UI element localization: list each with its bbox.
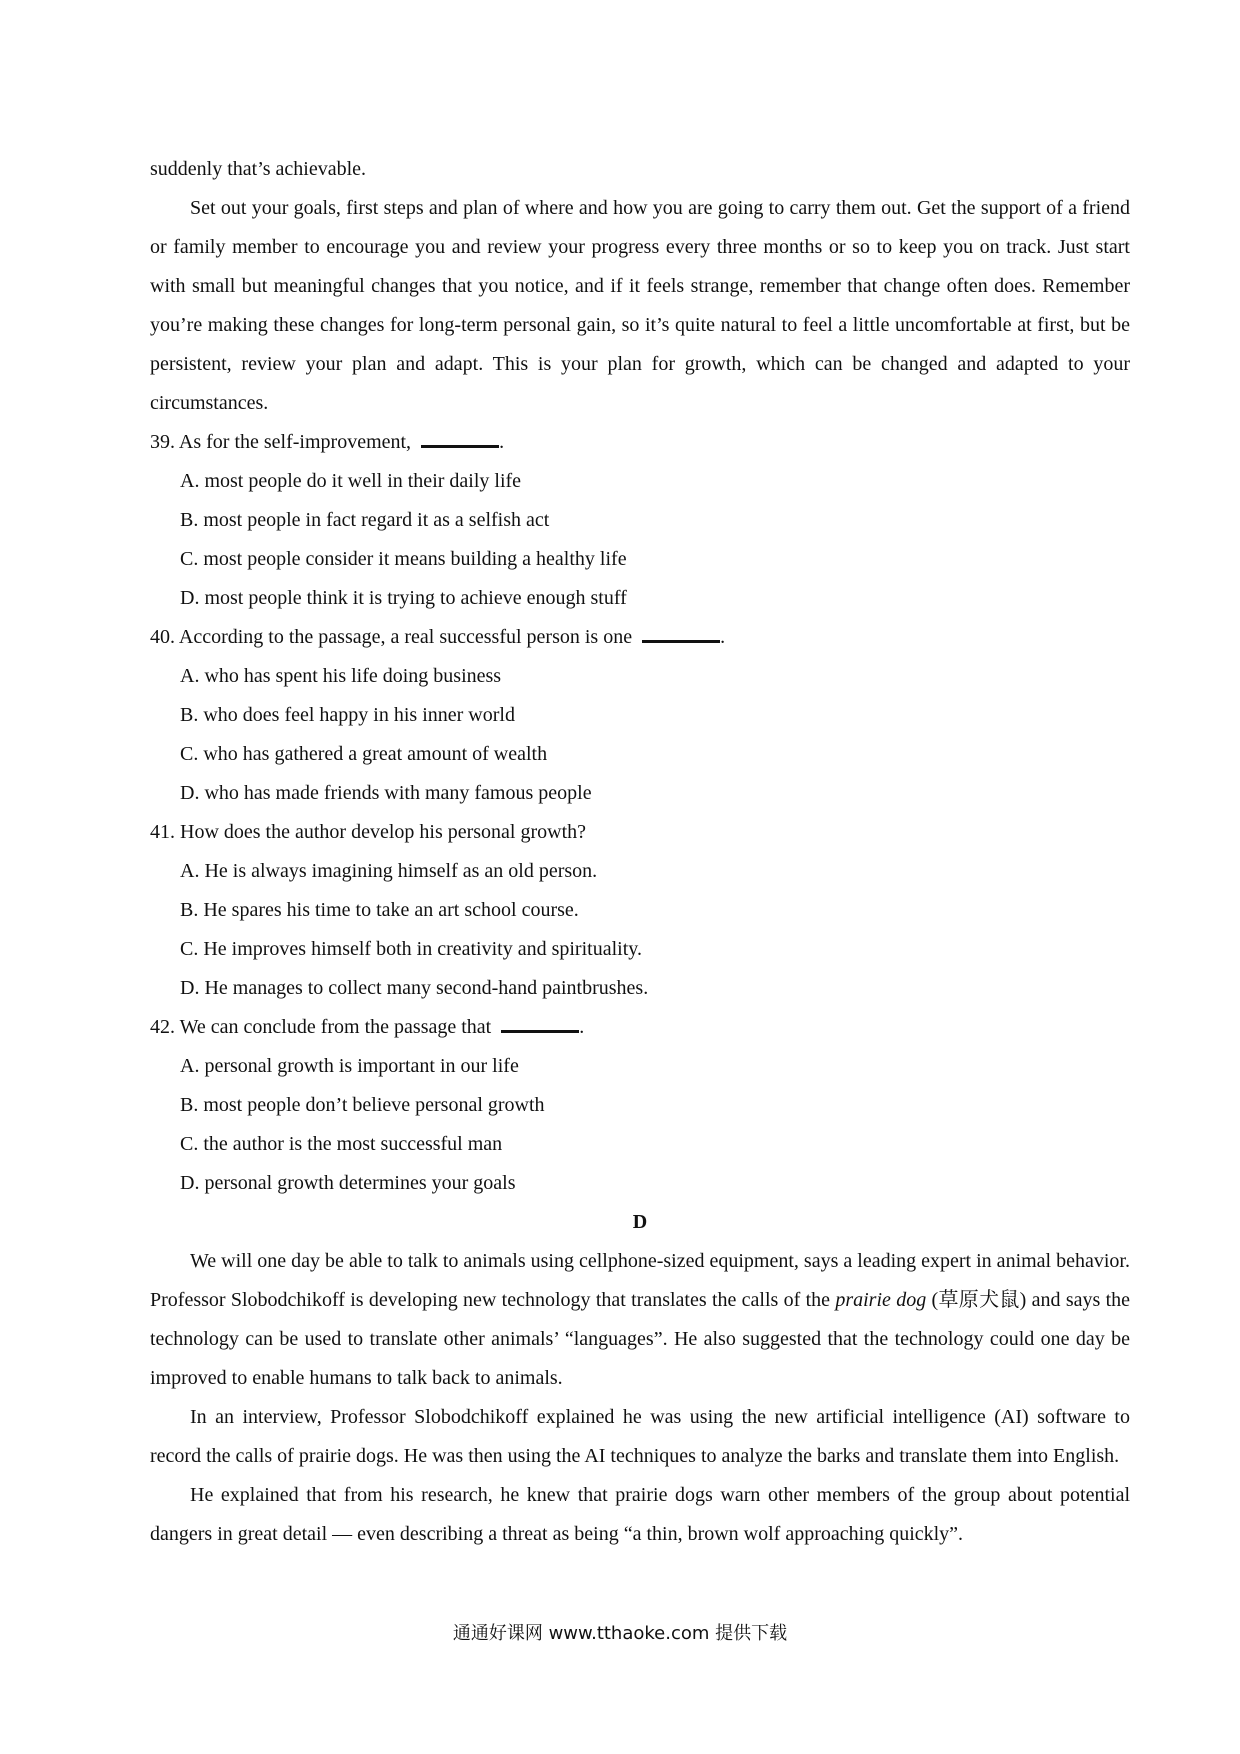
- section-heading-d: D: [632, 1211, 648, 1233]
- option-c: C. most people consider it means building a healthy life: [180, 548, 627, 570]
- option-b: B. most people don’t believe personal growth: [180, 1094, 545, 1116]
- option-a: A. most people do it well in their daily life: [180, 470, 522, 492]
- page-footer: 通通好课网 www.tthaoke.com 提供下载: [452, 1623, 788, 1644]
- option-d: D. He manages to collect many second-hand paintbrushes.: [180, 977, 649, 999]
- option-d: D. who has made friends with many famous people: [180, 782, 592, 804]
- passage-c-tail-line: suddenly that’s achievable.: [150, 158, 367, 180]
- answer-blank: [642, 620, 720, 643]
- chinese-gloss: (草原犬鼠): [931, 1289, 1027, 1311]
- option-a: A. who has spent his life doing business: [180, 665, 502, 687]
- passage-c-paragraph: Set out your goals, first steps and plan of where and how you are going to carry them out. Get the support of a friend or family member to encourage you and review your progress every three months or so to keep you on track. Just start with small but meaningful changes that you notice, and if it feels strange, remember that change often does. Remember you’re making these changes for long-term personal gain, so it’s quite natural to feel a little uncomfortable at first, but be persistent, review your plan and adapt. This is your plan for growth, which can be changed and adapted to your circumstances.: [150, 197, 1130, 414]
- question-41: [150, 813, 1130, 1008]
- question-stem: 39. As for the self-improvement, .: [150, 423, 1130, 462]
- option-b: B. who does feel happy in his inner world: [180, 704, 515, 726]
- answer-blank: [421, 425, 499, 448]
- option-b: B. He spares his time to take an art school course.: [180, 899, 579, 921]
- option-b: B. most people in fact regard it as a selfish act: [180, 509, 550, 531]
- question-stem: 42. We can conclude from the passage that .: [150, 1008, 1130, 1047]
- question-42: [150, 1008, 1130, 1203]
- question-40: [150, 618, 1130, 813]
- italic-term: prairie dog: [835, 1289, 927, 1311]
- option-d: D. personal growth determines your goals: [180, 1172, 516, 1194]
- question-stem: 41. How does the author develop his personal growth?: [150, 821, 587, 843]
- option-c: C. who has gathered a great amount of wealth: [180, 743, 548, 765]
- option-d: D. most people think it is trying to achieve enough stuff: [180, 587, 627, 609]
- page-content: [150, 150, 1130, 1554]
- option-a: A. personal growth is important in our life: [180, 1055, 519, 1077]
- section-d-paragraph-1: We will one day be able to talk to animals using cellphone-sized equipment, says a leading expert in animal behavior. Professor Slobodchikoff is developing new technology that translates the calls of the prairie dog (草原犬鼠) and says the technology can be used to translate other animals’ “languages”. He also suggested that the technology could one day be improved to enable humans to talk back to animals.: [150, 1250, 1131, 1389]
- option-c: C. He improves himself both in creativity and spirituality.: [180, 938, 642, 960]
- answer-blank: [501, 1010, 579, 1033]
- section-d-paragraph-3: He explained that from his research, he knew that prairie dogs warn other members of the group about potential dangers in great detail — even describing a threat as being “a thin, brown wolf approaching quickly”.: [150, 1484, 1130, 1545]
- question-39: [150, 423, 1130, 618]
- section-d-paragraph-2: In an interview, Professor Slobodchikoff explained he was using the new artificial intelligence (AI) software to record the calls of prairie dogs. He was then using the AI techniques to analyze the barks and translate them into English.: [150, 1406, 1130, 1467]
- option-a: A. He is always imagining himself as an old person.: [180, 860, 598, 882]
- question-stem: 40. According to the passage, a real successful person is one .: [150, 618, 1130, 657]
- option-c: C. the author is the most successful man: [180, 1133, 503, 1155]
